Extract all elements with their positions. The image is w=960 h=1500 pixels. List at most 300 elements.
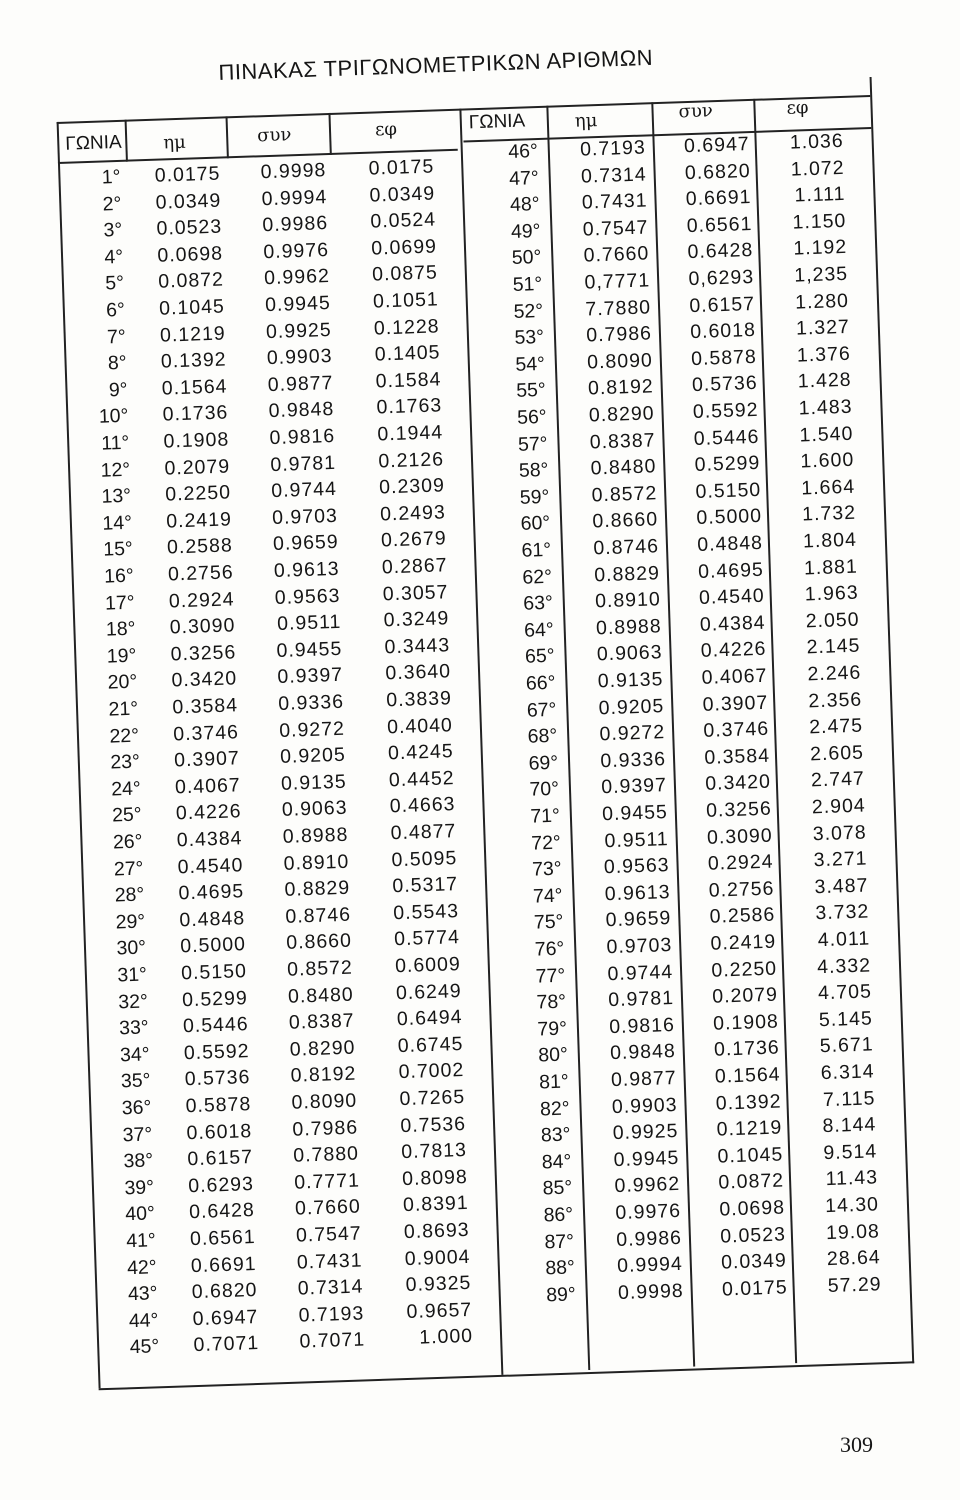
cell-angle: 59° bbox=[519, 485, 550, 509]
cell-angle: 47° bbox=[508, 166, 540, 190]
cell-sin: 0.7660 bbox=[583, 242, 650, 267]
cell-tan: 0.3443 bbox=[384, 634, 451, 659]
cell-angle: 6° bbox=[105, 298, 126, 322]
cell-cos: 0.9986 bbox=[262, 212, 329, 237]
cell-sin: 0.7193 bbox=[579, 136, 647, 161]
cell-angle: 37° bbox=[122, 1122, 153, 1146]
cell-sin: 0.7547 bbox=[582, 216, 649, 241]
cell-tan: 0.7813 bbox=[400, 1139, 468, 1164]
cell-cos: 0,6293 bbox=[688, 265, 755, 291]
cell-angle: 32° bbox=[117, 990, 149, 1014]
cell-cos: 0.9945 bbox=[264, 292, 332, 317]
cell-tan: 1.150 bbox=[792, 209, 847, 234]
cell-tan: 0.3249 bbox=[383, 607, 450, 632]
cell-cos: 0.0349 bbox=[720, 1249, 788, 1274]
cell-tan: 0.8693 bbox=[403, 1218, 470, 1244]
cell-cos: 0.2756 bbox=[708, 877, 775, 902]
cell-cos: 0.4226 bbox=[700, 638, 767, 663]
cell-sin: 0.5592 bbox=[183, 1039, 250, 1065]
cell-angle: 63° bbox=[522, 591, 554, 615]
cell-cos: 0.5878 bbox=[690, 345, 758, 370]
cell-tan: 1.036 bbox=[789, 129, 845, 154]
cell-sin: 0.0349 bbox=[155, 189, 222, 214]
cell-tan: 0.1763 bbox=[376, 394, 443, 419]
cell-tan: 0.3640 bbox=[385, 660, 452, 685]
cell-cos: 0.0872 bbox=[718, 1169, 785, 1195]
cell-tan: 5.671 bbox=[819, 1033, 875, 1058]
cell-cos: 0.6691 bbox=[685, 186, 752, 211]
cell-tan: 0.0175 bbox=[368, 155, 435, 180]
cell-cos: 0.8387 bbox=[288, 1009, 355, 1034]
cell-tan: 0.4040 bbox=[386, 713, 454, 738]
cell-angle: 61° bbox=[521, 538, 552, 562]
cell-angle: 27° bbox=[113, 857, 144, 881]
cell-tan: 2.050 bbox=[805, 608, 860, 633]
header-cos-left: συν bbox=[256, 124, 292, 147]
cell-tan: 2.246 bbox=[807, 661, 862, 686]
trig-table bbox=[56, 77, 914, 1390]
cell-tan: 4.011 bbox=[817, 927, 871, 952]
cell-angle: 39° bbox=[124, 1176, 155, 1200]
cell-sin: 0.9511 bbox=[604, 827, 670, 852]
cell-tan: 1.327 bbox=[795, 315, 851, 340]
cell-tan: 1.000 bbox=[418, 1325, 474, 1350]
cell-angle: 75° bbox=[533, 911, 564, 934]
cell-sin: 0.6947 bbox=[192, 1305, 259, 1330]
cell-cos: 0.7880 bbox=[292, 1142, 360, 1167]
cell-cos: 0.5736 bbox=[691, 372, 759, 397]
cell-cos: 0.4695 bbox=[697, 558, 765, 583]
cell-sin: 0.6018 bbox=[186, 1119, 253, 1144]
cell-angle: 88° bbox=[545, 1256, 576, 1280]
cell-cos: 0.7314 bbox=[297, 1275, 364, 1300]
cell-angle: 73° bbox=[531, 857, 563, 881]
cell-tan: 0.8391 bbox=[402, 1192, 470, 1217]
cell-sin: 0,7771 bbox=[584, 269, 651, 294]
cell-cos: 0.1736 bbox=[713, 1036, 781, 1062]
cell-cos: 0.5299 bbox=[694, 452, 761, 477]
cell-tan: 1,235 bbox=[793, 262, 849, 287]
cell-sin: 0.8290 bbox=[588, 402, 655, 427]
cell-tan: 0.5774 bbox=[393, 926, 461, 951]
cell-tan: 0.1228 bbox=[373, 315, 440, 340]
cell-cos: 0.9455 bbox=[276, 637, 343, 662]
cell-tan: 0.6009 bbox=[394, 953, 462, 978]
cell-angle: 58° bbox=[518, 459, 549, 483]
cell-angle: 30° bbox=[116, 936, 147, 960]
cell-tan: 0.9004 bbox=[404, 1245, 471, 1270]
cell-tan: 0.2867 bbox=[381, 554, 448, 579]
cell-tan: 0.1051 bbox=[372, 288, 440, 313]
cell-angle: 83° bbox=[540, 1123, 571, 1147]
cell-cos: 0.4540 bbox=[698, 584, 766, 610]
cell-cos: 0.9272 bbox=[278, 717, 346, 742]
cell-angle: 5° bbox=[104, 272, 125, 295]
cell-cos: 0.9962 bbox=[263, 265, 331, 290]
cell-angle: 60° bbox=[520, 512, 551, 536]
cell-tan: 0.2493 bbox=[379, 501, 447, 526]
cell-tan: 1.804 bbox=[802, 528, 858, 553]
cell-angle: 21° bbox=[108, 697, 139, 721]
cell-sin: 0.9397 bbox=[600, 774, 668, 799]
cell-cos: 0.2250 bbox=[711, 957, 778, 982]
cell-angle: 13° bbox=[101, 484, 132, 508]
cell-sin: 0.2588 bbox=[166, 534, 234, 559]
page-number: 309 bbox=[840, 1432, 873, 1457]
cell-tan: 0.2309 bbox=[378, 474, 446, 499]
cell-tan: 2.747 bbox=[810, 767, 866, 792]
cell-angle: 76° bbox=[534, 937, 565, 961]
cell-cos: 0.9703 bbox=[271, 504, 339, 529]
cell-tan: 4.705 bbox=[817, 980, 873, 1005]
cell-cos: 0.8572 bbox=[286, 956, 354, 981]
cell-sin: 0.1564 bbox=[161, 375, 228, 400]
cell-angle: 17° bbox=[104, 591, 135, 615]
header-tan-right: εφ bbox=[786, 97, 809, 119]
cell-sin: 0.4384 bbox=[176, 827, 243, 852]
cell-tan: 0.1584 bbox=[375, 368, 442, 393]
cell-cos: 0.8910 bbox=[283, 850, 350, 875]
cell-angle: 49° bbox=[510, 219, 541, 243]
cell-cos: 0.9816 bbox=[269, 424, 336, 450]
cell-angle: 82° bbox=[539, 1097, 570, 1121]
cell-cos: 0.1045 bbox=[717, 1143, 784, 1168]
cell-angle: 69° bbox=[528, 751, 559, 775]
cell-tan: 0.5095 bbox=[391, 846, 458, 871]
cell-tan: 1.664 bbox=[800, 475, 856, 500]
cell-sin: 0.1908 bbox=[163, 428, 230, 453]
cell-cos: 0.1392 bbox=[715, 1090, 782, 1115]
cell-cos: 0.8480 bbox=[287, 983, 355, 1008]
cell-sin: 0.9986 bbox=[615, 1226, 683, 1251]
cell-sin: 0.9945 bbox=[613, 1146, 680, 1171]
cell-sin: 0.8829 bbox=[593, 561, 661, 587]
cell-angle: 41° bbox=[125, 1229, 157, 1253]
cell-angle: 22° bbox=[109, 724, 140, 748]
cell-sin: 0.3746 bbox=[172, 720, 240, 746]
cell-sin: 0.9998 bbox=[617, 1279, 685, 1304]
cell-angle: 57° bbox=[517, 432, 548, 456]
cell-cos: 0.7771 bbox=[293, 1169, 361, 1194]
cell-sin: 0.1392 bbox=[160, 348, 227, 373]
cell-cos: 0.9848 bbox=[268, 398, 335, 423]
cell-angle: 29° bbox=[115, 910, 146, 934]
cell-tan: 14.30 bbox=[824, 1193, 880, 1218]
cell-cos: 0.3907 bbox=[702, 691, 769, 716]
cell-sin: 0.9925 bbox=[612, 1120, 679, 1145]
header-angle-left: ΓΩΝΙΑ bbox=[64, 131, 122, 155]
cell-sin: 0.9962 bbox=[614, 1173, 681, 1198]
cell-sin: 0.2756 bbox=[167, 561, 234, 586]
cell-angle: 65° bbox=[524, 645, 555, 669]
cell-angle: 40° bbox=[124, 1202, 156, 1226]
cell-sin: 0.9613 bbox=[604, 880, 671, 906]
cell-tan: 0.7536 bbox=[400, 1112, 467, 1137]
cell-sin: 0.0872 bbox=[157, 268, 225, 294]
header-angle-right: ΓΩΝΙΑ bbox=[468, 110, 526, 134]
cell-tan: 3.078 bbox=[812, 821, 867, 845]
cell-angle: 85° bbox=[542, 1176, 573, 1200]
cell-cos: 0.9135 bbox=[280, 770, 347, 795]
cell-angle: 12° bbox=[100, 458, 131, 482]
cell-tan: 0.0524 bbox=[370, 208, 437, 233]
cell-sin: 0.8090 bbox=[586, 349, 654, 374]
cell-cos: 0.9744 bbox=[270, 478, 338, 503]
cell-angle: 4° bbox=[104, 245, 124, 269]
page-title: ΠΙΝΑΚΑΣ ΤΡΙΓΩΝΟΜΕΤΡΙΚΩΝ ΑΡΙΘΜΩΝ bbox=[218, 44, 654, 85]
cell-tan: 0.4245 bbox=[387, 740, 455, 765]
cell-sin: 0.4067 bbox=[174, 774, 242, 799]
cell-angle: 64° bbox=[523, 618, 555, 642]
cell-tan: 1.881 bbox=[803, 555, 859, 580]
cell-tan: 0.4452 bbox=[388, 766, 455, 792]
cell-sin: 0.0523 bbox=[156, 215, 223, 240]
cell-cos: 0.7986 bbox=[292, 1116, 359, 1141]
cell-sin: 0.8480 bbox=[590, 455, 657, 480]
cell-sin: 0.7986 bbox=[585, 322, 653, 347]
cell-sin: 0.0698 bbox=[157, 242, 224, 267]
cell-sin: 0.9135 bbox=[597, 668, 664, 693]
cell-sin: 0.9336 bbox=[600, 747, 667, 773]
cell-angle: 62° bbox=[522, 565, 553, 589]
cell-cos: 0.7547 bbox=[295, 1222, 362, 1247]
cell-tan: 0.5543 bbox=[392, 899, 460, 925]
cell-sin: 0.1219 bbox=[159, 322, 227, 347]
cell-angle: 86° bbox=[543, 1203, 574, 1227]
cell-cos: 0.4848 bbox=[696, 531, 764, 556]
header-sin-left: ημ bbox=[163, 131, 187, 154]
cell-cos: 0.8746 bbox=[285, 903, 352, 928]
cell-angle: 50° bbox=[511, 246, 542, 270]
cell-sin: 0.8910 bbox=[594, 588, 662, 613]
cell-cos: 0.9659 bbox=[272, 531, 340, 556]
cell-sin: 0.5878 bbox=[185, 1093, 252, 1118]
cell-cos: 0.5592 bbox=[692, 398, 759, 424]
cell-sin: 0.6820 bbox=[191, 1279, 258, 1304]
cell-cos: 0.7660 bbox=[294, 1195, 362, 1221]
cell-cos: 0.1564 bbox=[714, 1063, 781, 1088]
cell-sin: 0.5150 bbox=[180, 960, 248, 985]
cell-sin: 0.4848 bbox=[179, 906, 246, 932]
cell-sin: 0.2419 bbox=[165, 508, 233, 533]
cell-sin: 0.8988 bbox=[595, 615, 663, 640]
cell-tan: 0.6249 bbox=[395, 979, 462, 1004]
cell-angle: 9° bbox=[108, 378, 128, 402]
cell-angle: 44° bbox=[128, 1309, 159, 1333]
cell-cos: 0.0523 bbox=[719, 1223, 787, 1248]
cell-sin: 0.3907 bbox=[173, 747, 241, 772]
cell-cos: 0.6947 bbox=[683, 133, 751, 158]
cell-cos: 0.7431 bbox=[296, 1249, 363, 1274]
cell-angle: 3° bbox=[103, 219, 123, 242]
cell-cos: 0.6018 bbox=[689, 319, 757, 344]
cell-angle: 53° bbox=[514, 326, 545, 350]
cell-cos: 0.7071 bbox=[299, 1328, 366, 1353]
cell-angle: 10° bbox=[98, 405, 129, 429]
cell-tan: 1.376 bbox=[796, 342, 852, 367]
cell-sin: 0.6293 bbox=[187, 1172, 255, 1197]
cell-sin: 0.9903 bbox=[611, 1093, 678, 1118]
cell-cos: 0.6428 bbox=[687, 239, 754, 264]
cell-cos: 0.9877 bbox=[267, 371, 334, 396]
cell-tan: 3.271 bbox=[813, 847, 868, 872]
cell-sin: 0.9781 bbox=[608, 987, 675, 1012]
cell-cos: 0.9063 bbox=[281, 797, 348, 822]
cell-tan: 1.280 bbox=[794, 289, 850, 314]
cell-angle: 1° bbox=[101, 165, 121, 189]
cell-sin: 0.5736 bbox=[184, 1066, 251, 1091]
cell-tan: 1.540 bbox=[799, 422, 854, 447]
cell-sin: 0.9976 bbox=[615, 1199, 682, 1225]
cell-tan: 0.0349 bbox=[369, 182, 436, 207]
cell-sin: 0.6157 bbox=[187, 1146, 254, 1171]
cell-sin: 0.9848 bbox=[609, 1040, 677, 1065]
cell-sin: 0.9272 bbox=[599, 721, 666, 746]
cell-cos: 0.9205 bbox=[279, 743, 347, 769]
cell-angle: 14° bbox=[102, 511, 133, 535]
cell-angle: 68° bbox=[527, 724, 558, 748]
cell-cos: 0.4067 bbox=[701, 664, 768, 689]
header-sin-right: ημ bbox=[574, 110, 598, 132]
cell-cos: 0.5446 bbox=[693, 425, 760, 450]
cell-tan: 0.7002 bbox=[398, 1059, 465, 1084]
cell-sin: 0.7071 bbox=[193, 1332, 260, 1357]
cell-cos: 0.2419 bbox=[710, 930, 777, 955]
cell-tan: 0.6745 bbox=[397, 1032, 464, 1057]
cell-angle: 66° bbox=[525, 671, 556, 695]
cell-cos: 0.5000 bbox=[696, 505, 763, 530]
cell-tan: 6.314 bbox=[820, 1060, 875, 1085]
cell-angle: 70° bbox=[529, 778, 560, 802]
cell-angle: 79° bbox=[537, 1017, 568, 1041]
cell-cos: 0.0175 bbox=[721, 1276, 788, 1301]
cell-sin: 0.9563 bbox=[603, 854, 670, 879]
cell-tan: 1.072 bbox=[790, 156, 845, 181]
cell-cos: 0.9781 bbox=[270, 451, 337, 476]
cell-sin: 0.2924 bbox=[168, 587, 235, 613]
cell-angle: 67° bbox=[526, 698, 557, 722]
cell-tan: 4.332 bbox=[816, 954, 872, 978]
cell-angle: 8° bbox=[107, 351, 127, 375]
cell-cos: 0.9976 bbox=[263, 238, 330, 263]
cell-cos: 0.3420 bbox=[704, 771, 772, 796]
cell-angle: 7° bbox=[106, 325, 127, 349]
cell-tan: 2.475 bbox=[808, 714, 864, 739]
cell-angle: 56° bbox=[516, 405, 548, 429]
cell-angle: 16° bbox=[103, 564, 135, 588]
header-cos-right: συν bbox=[678, 100, 714, 123]
cell-angle: 20° bbox=[107, 671, 138, 694]
cell-cos: 0.9563 bbox=[274, 584, 341, 609]
cell-tan: 28.64 bbox=[826, 1246, 882, 1271]
cell-tan: 1.963 bbox=[804, 581, 860, 606]
cell-cos: 0.3746 bbox=[703, 717, 770, 743]
cell-cos: 0.2079 bbox=[711, 983, 779, 1008]
cell-cos: 0.9336 bbox=[277, 690, 345, 715]
cell-sin: 0.9994 bbox=[616, 1253, 684, 1278]
cell-angle: 25° bbox=[111, 803, 142, 827]
cell-sin: 7.7880 bbox=[585, 295, 652, 321]
cell-angle: 18° bbox=[105, 617, 136, 641]
cell-angle: 54° bbox=[515, 352, 546, 376]
cell-tan: 0.0875 bbox=[371, 261, 439, 286]
cell-tan: 0.3839 bbox=[385, 687, 453, 712]
cell-tan: 0.2126 bbox=[377, 447, 445, 473]
cell-sin: 0.4226 bbox=[175, 800, 242, 825]
cell-tan: 0.3057 bbox=[382, 580, 449, 606]
cell-sin: 0.6691 bbox=[190, 1252, 257, 1277]
cell-angle: 38° bbox=[123, 1149, 154, 1173]
cell-angle: 80° bbox=[537, 1043, 569, 1067]
cell-angle: 34° bbox=[119, 1043, 150, 1067]
cell-cos: 0.6561 bbox=[686, 212, 753, 237]
cell-angle: 42° bbox=[126, 1255, 157, 1279]
cell-angle: 35° bbox=[120, 1069, 151, 1093]
cell-sin: 0.3584 bbox=[172, 694, 239, 719]
cell-cos: 0.3256 bbox=[705, 797, 773, 822]
cell-cos: 0.8829 bbox=[284, 876, 351, 902]
cell-sin: 0.1736 bbox=[162, 401, 229, 427]
cell-tan: 2.145 bbox=[806, 635, 861, 659]
cell-tan: 7.115 bbox=[822, 1086, 876, 1111]
cell-cos: 0.0698 bbox=[719, 1196, 786, 1221]
cell-angle: 72° bbox=[530, 831, 562, 855]
cell-angle: 15° bbox=[102, 538, 134, 562]
cell-sin: 0.9063 bbox=[596, 641, 663, 666]
cell-sin: 0.9205 bbox=[598, 694, 665, 719]
cell-angle: 77° bbox=[535, 964, 566, 988]
cell-tan: 0.7265 bbox=[399, 1085, 466, 1111]
cell-angle: 24° bbox=[110, 777, 142, 801]
cell-cos: 0.6820 bbox=[684, 159, 751, 184]
cell-tan: 0.4663 bbox=[389, 793, 456, 818]
cell-sin: 0.8572 bbox=[591, 482, 658, 507]
cell-angle: 19° bbox=[106, 644, 137, 668]
cell-angle: 26° bbox=[112, 830, 143, 854]
cell-cos: 0.8660 bbox=[285, 930, 353, 955]
cell-tan: 0.0699 bbox=[370, 235, 438, 260]
cell-angle: 89° bbox=[545, 1283, 577, 1307]
cell-angle: 46° bbox=[507, 140, 539, 164]
cell-cos: 0.9511 bbox=[276, 611, 342, 636]
cell-cos: 0.9613 bbox=[273, 557, 340, 583]
cell-angle: 52° bbox=[513, 299, 544, 323]
cell-sin: 0.8192 bbox=[587, 375, 655, 400]
cell-sin: 0.6561 bbox=[189, 1226, 257, 1251]
cell-tan: 1.483 bbox=[798, 395, 853, 420]
cell-cos: 0.3090 bbox=[706, 824, 774, 849]
cell-cos: 0.8090 bbox=[291, 1089, 358, 1114]
cell-sin: 0.9455 bbox=[601, 801, 669, 826]
cell-sin: 0.9816 bbox=[608, 1013, 676, 1038]
cell-tan: 0.1405 bbox=[374, 341, 441, 366]
cell-tan: 11.43 bbox=[825, 1166, 879, 1191]
cell-angle: 48° bbox=[509, 193, 540, 217]
cell-sin: 0.5000 bbox=[179, 933, 247, 958]
cell-sin: 0.2079 bbox=[164, 455, 231, 480]
cell-cos: 0.8290 bbox=[289, 1036, 356, 1061]
cell-cos: 0.1219 bbox=[716, 1116, 783, 1141]
cell-sin: 0.3090 bbox=[169, 614, 236, 639]
cell-tan: 1.111 bbox=[794, 183, 846, 207]
cell-angle: 84° bbox=[541, 1150, 572, 1174]
cell-tan: 3.487 bbox=[814, 874, 869, 899]
cell-cos: 0.3584 bbox=[704, 744, 771, 769]
cell-tan: 2.904 bbox=[811, 794, 867, 819]
cell-sin: 0.5446 bbox=[182, 1013, 249, 1038]
cell-angle: 11° bbox=[100, 431, 130, 455]
cell-angle: 55° bbox=[515, 379, 547, 403]
